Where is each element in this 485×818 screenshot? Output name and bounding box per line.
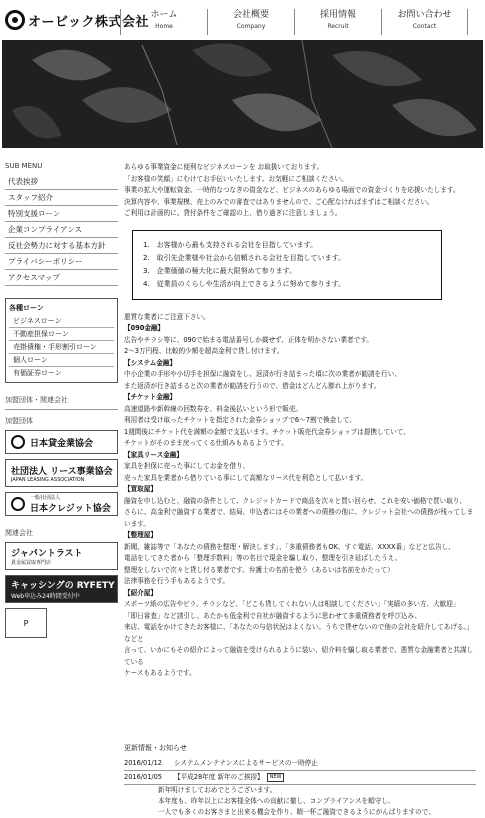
section-heading: 【家具リース金融】 xyxy=(124,450,184,459)
banner-credit-assoc[interactable] xyxy=(5,492,118,516)
site-header xyxy=(0,0,485,40)
loan-link-securities[interactable]: 有価証券ローン xyxy=(13,369,62,377)
policy-item: 4. 従業員のくらしや生活が向上できるように努めて参ります。 xyxy=(143,279,346,288)
section-line: 1週間後にチケット代を満額の金額で支払います。チケット販売代金券ショップは提携していて、 xyxy=(124,427,410,436)
main-content xyxy=(124,162,476,680)
logo-text[interactable]: オービック株式会社 xyxy=(28,15,149,30)
banner-sublabel: Web申込み24時間受付中 xyxy=(11,593,80,600)
banner-emblem-square[interactable] xyxy=(5,608,47,638)
banner-label: 日本クレジット協会 xyxy=(30,504,111,514)
section-line: 利用者は受け取ったチケットを指定された金券ショップで6～7割で換金して、 xyxy=(124,416,356,424)
section-heading: 【買取屋】 xyxy=(124,485,157,493)
section-line: 売った家具を業者から借りている事にして高額なリース代を利息として払います。 xyxy=(124,473,368,482)
section-line: 中小企業の手形や小切手を担保に融資をし、返済が行き詰まった頃に次の業者が勧誘を行い、 xyxy=(124,370,401,378)
news-date: 2016/01/12 xyxy=(124,759,163,767)
intro-line: 「お客様の笑顔」にむけてお手伝いいたします。お気軽にご相談ください。 xyxy=(124,174,348,183)
sidebar-link-privacy[interactable]: プライバシーポリシー xyxy=(5,254,118,270)
nav-contact-label: お問い合わせ xyxy=(397,10,452,20)
section-line: 家具を担保に売った事にしてお金を借り、 xyxy=(124,462,250,470)
section-line: 法律事務を行う手もあるようです。 xyxy=(124,577,229,585)
section-heading: 【紹介屋】 xyxy=(124,588,157,597)
nav-company-sublabel: Company xyxy=(236,23,266,30)
intro-line: 事業の拡大や運転資金、一時的なつなぎの資金など、ビジネスのあらゆる場面での資金づくりを応援いたします。 xyxy=(124,186,460,194)
nav-company-label: 会社概要 xyxy=(232,10,269,20)
section-line: 高速道路や新幹線の回数券を、料金後払いという形で販売。 xyxy=(124,404,303,413)
banner-leasing-assoc[interactable] xyxy=(5,459,118,487)
hero-leaves-graphic xyxy=(2,40,483,148)
section-line: 広告やチラシ等に、090で始まる電話番号しか載せず、正体を明かさない業者です。 xyxy=(124,335,373,344)
sidebar xyxy=(5,162,118,638)
sub-menu-heading: SUB MENU xyxy=(5,162,43,170)
nav-company[interactable] xyxy=(207,9,294,35)
member-heading: 加盟団体 xyxy=(5,417,33,425)
news-section xyxy=(124,743,476,818)
policy-item: 1. お客様から最も支持される会社を目指しています。 xyxy=(143,240,318,249)
sidebar-link-antisocial-policy[interactable]: 反社会勢力に対する基本方針 xyxy=(5,238,118,254)
banner-sublabel: 貴金属買取専門店 xyxy=(11,560,52,566)
loan-link-personal[interactable]: 個人ローン xyxy=(9,354,114,367)
nav-contact-sublabel: Contact xyxy=(412,23,437,30)
hero-image xyxy=(2,40,483,148)
nav-contact[interactable] xyxy=(381,9,468,35)
news-body-line: 本年度も、昨年以上にお客様全体への貢献に徹し、コンプライアンスを順守し、 xyxy=(158,797,395,805)
loan-link-real-estate[interactable]: 不動産担保ローン xyxy=(9,328,114,341)
section-line: 融資を申し込むと、融資の条件として、クレジットカードで商品を次々と買い回らせ、これを安い価格で買い取り、 xyxy=(124,496,466,505)
section-heading: 【090金融】 xyxy=(124,324,165,332)
policy-box xyxy=(132,230,442,300)
news-body-line: 新年明けましておめでとうございます。 xyxy=(158,786,277,794)
section-line: 「即日審査」など誘引し、あたかも低金利で自社が融資するように思わせて多重債務者を呼び込み、 xyxy=(124,611,422,620)
section-line: さらに、高金利で融資する業者で、結局、申込者にはその業者への債務の他に、クレジット会社への債務が残ってしまいます。 xyxy=(124,508,474,528)
banner-japan-trust[interactable] xyxy=(5,542,118,570)
lead-text: あらゆる事業資金に便利なビジネスローンを お取扱いております。 xyxy=(124,163,324,171)
warning-text: 悪質な業者にご注意下さい。 xyxy=(124,312,210,321)
banner-label: 日本貸金業協会 xyxy=(30,438,94,449)
loan-menu-title: 各種ローン xyxy=(9,304,44,312)
new-badge: NEW xyxy=(267,773,285,782)
section-heading: 【整理屋】 xyxy=(124,531,157,539)
section-line: 整理をしないで次々と貸し付る業者です。弁護士の名前を使う（あるいは名前をかたって） xyxy=(124,565,394,574)
news-body xyxy=(124,785,476,818)
section-line: 言って、いかにもその紹介によって融資を受けられるように装い、紹介料を騙し取る業者で、悪質な金融業者と共謀している xyxy=(124,646,474,666)
section-heading: 【チケット金融】 xyxy=(124,393,177,401)
loan-link-receivables[interactable]: 売掛債権・手形割引ローン xyxy=(9,341,114,354)
news-date: 2016/01/05 xyxy=(124,773,163,781)
banner-sublabel: JAPAN LEASING ASSOCIATION xyxy=(11,476,85,483)
global-nav xyxy=(120,9,468,35)
sidebar-link-staff[interactable]: スタッフ紹介 xyxy=(5,190,118,206)
section-line: 新聞、雑誌等で「あなたの債務を整理・解決します」、「多重債務者もOK、すぐ電話、XXXX番」などと広告し、 xyxy=(124,542,455,551)
news-body-line: 一人でも多くのお客さまと出来る機会を作り、精一杯ご融資できるようにがんばりますので、 xyxy=(158,808,435,816)
intro-line: 決算内容や、事業規模、売上のみでの審査ではありませんので、ご心配なければまずはご相談ください。 xyxy=(124,197,434,206)
sidebar-link-access[interactable]: アクセスマップ xyxy=(5,270,118,286)
logo-icon[interactable] xyxy=(5,10,25,30)
banner-emblem-label: P xyxy=(23,618,29,628)
divider xyxy=(5,409,118,410)
policy-item: 2. 取引先企業様や社会から信頼される会社を目指しています。 xyxy=(143,253,346,262)
section-line: スポーツ紙の広告やビラ、チラシなど、「どこも貸してくれない人は相談してください」「実績の多い方、大歓迎」 xyxy=(124,600,460,608)
sidebar-link-special-loan[interactable]: 特別支援ローン xyxy=(5,206,118,222)
news-item[interactable] xyxy=(124,771,476,785)
section-line: 電話をしてきた者から「整理手数料」等の名目で現金を騙し取り、整理を引き延ばしたうえ、 xyxy=(124,554,402,562)
section-line: チケットがそのまま戻ってくる仕組みもあるようです。 xyxy=(124,439,288,447)
related-heading: 関連会社 xyxy=(5,529,33,537)
nav-recruit[interactable] xyxy=(294,9,381,35)
nav-recruit-sublabel: Recruit xyxy=(327,23,349,30)
news-item[interactable] xyxy=(124,757,476,771)
banner-money-lenders-assoc[interactable] xyxy=(5,430,118,454)
loan-link-business[interactable]: ビジネスローン xyxy=(9,315,114,328)
section-heading: 【システム金融】 xyxy=(124,358,177,367)
banner-text-group xyxy=(30,494,111,514)
section-line: また返済が行き詰まると次の業者が勧誘を行うので、借金はどんどん膨れ上がります。 xyxy=(124,381,381,390)
loan-menu-box xyxy=(5,298,118,383)
sidebar-link-compliance[interactable]: 企業コンプライアンス xyxy=(5,222,118,238)
news-link[interactable]: システムメンテナンスによるサービスの一時停止 xyxy=(174,759,318,767)
section-line: 来店、電話をかけてきたお客様に、「あなたの与信状況はよくない。うちで貸せないので他の会社を紹介してあげる。」などと xyxy=(124,623,474,643)
sidebar-link-greeting[interactable]: 代表挨拶 xyxy=(5,174,118,190)
nav-home-label: ホーム xyxy=(150,10,178,20)
assoc-heading: 加盟団体・関連会社 xyxy=(5,396,68,404)
section-line: ケースもあるようです。 xyxy=(124,669,196,677)
news-link[interactable]: 【平成28年度 新年のご挨拶】 xyxy=(174,773,264,781)
nav-home[interactable] xyxy=(120,9,207,35)
section-line: 2～3万円程、比較的少額を超高金利で貸し付けます。 xyxy=(124,347,284,355)
banner-sublabel: 一般社団法人 xyxy=(30,495,61,501)
banner-ryfety[interactable] xyxy=(5,575,118,603)
banner-label: ジャパントラスト xyxy=(11,549,83,559)
banner-label: 社団法人 リース事業協会 xyxy=(11,466,113,477)
nav-home-sublabel: Home xyxy=(155,23,173,30)
nav-recruit-label: 採用情報 xyxy=(319,10,356,20)
banner-label: キャッシングの RYFETY xyxy=(11,581,115,591)
credit-emblem-icon xyxy=(11,497,25,511)
policy-item: 3. 企業価値の極大化に最大限努めて参ります。 xyxy=(143,266,297,275)
news-heading: 更新情報・お知らせ xyxy=(124,744,187,752)
intro-line: ご利用は計画的に。貸付条件をご確認の上、借り過ぎに注意しましょう。 xyxy=(124,209,342,217)
association-emblem-icon xyxy=(11,435,25,449)
